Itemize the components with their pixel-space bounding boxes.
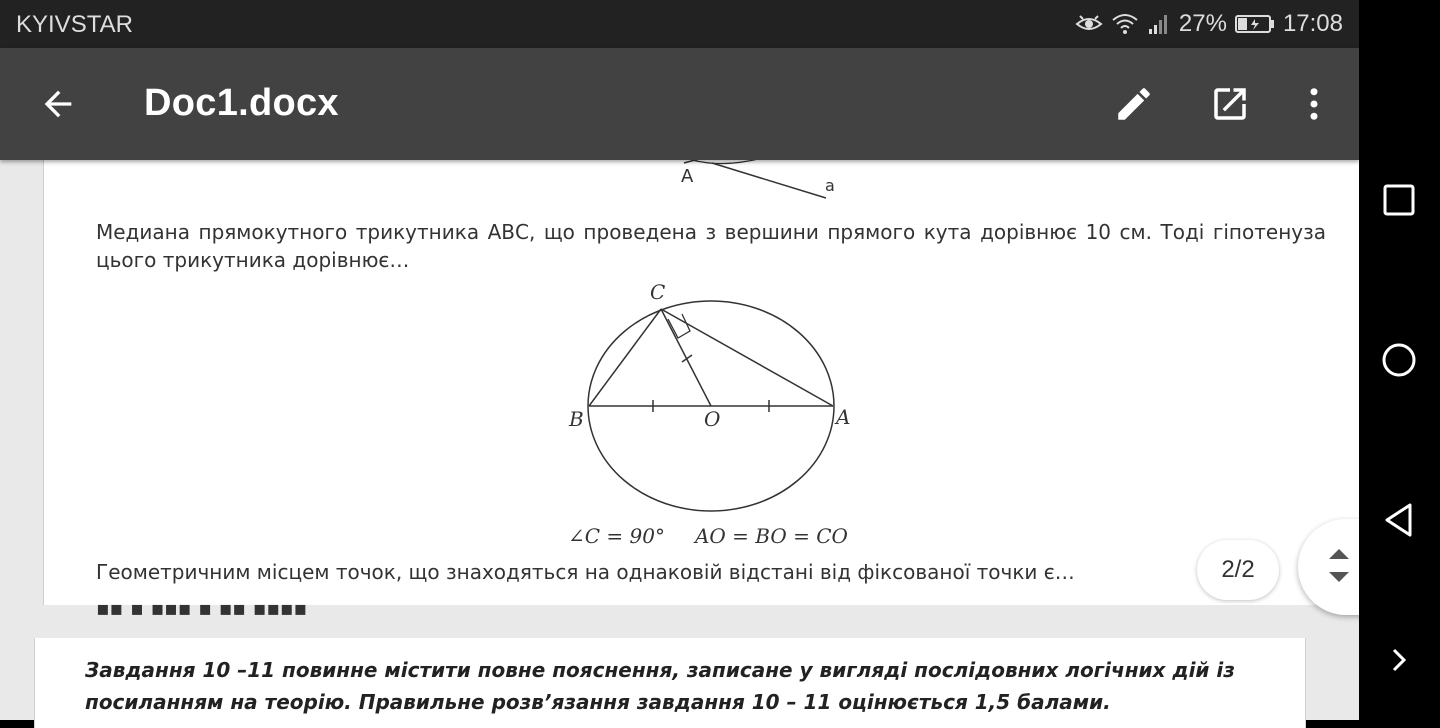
label-b: B [569,407,584,431]
circle-triangle-figure [44,140,1360,540]
more-vert-icon [1293,83,1335,125]
right-angle-mark [668,314,690,338]
edit-pencil-icon [1113,83,1155,125]
label-c: C [650,280,666,304]
top-figure-label-line: a [825,176,835,195]
label-a: A [836,405,851,429]
signal-icon [1147,13,1171,35]
top-figure-label-a: A [681,166,694,187]
recents-square-icon [1382,183,1416,217]
wifi-icon [1111,12,1139,36]
carrier-name: KYIVSTAR [16,11,133,38]
task-note: Завдання 10 –11 повинне містити повне пояснення, записане у вигляді послідовних логічних дій із посиланням на теорію. Правильне розв’язання завдання 10 – 11 оцінюється 1,5 балами. [85,658,1235,714]
app-bar [0,48,1359,160]
back-nav-button[interactable] [1371,492,1427,548]
edit-button[interactable] [1106,76,1162,132]
clock: 17:08 [1282,10,1343,37]
figure-equations [568,524,878,548]
label-o: O [704,407,721,431]
paragraph-locus: Геометричним місцем точок, що знаходяться на однаковій відстані від фіксованої точки є… [96,560,1075,584]
document-page-2[interactable] [34,638,1306,728]
more-options-button[interactable] [1286,76,1342,132]
back-button[interactable] [30,76,86,132]
equation-sides: AO = BO = CO [694,524,848,548]
open-external-icon [1209,83,1251,125]
open-external-button[interactable] [1202,76,1258,132]
status-bar [0,0,1359,48]
navigation-bar [1359,0,1440,720]
side-bc [589,309,661,406]
expand-nav-button[interactable] [1371,632,1427,688]
cut-off-text-line: ▪▪ ▪ ▪▪▪ ▪ ▪▪ ▪▪▪▪ [96,596,308,620]
back-arrow-icon [38,84,78,124]
expand-chevron-icon [1384,645,1414,675]
battery-icon [1235,14,1275,34]
document-page[interactable] [43,140,1360,620]
back-triangle-icon [1382,502,1416,538]
home-circle-icon [1381,342,1417,378]
battery-percent: 27% [1178,10,1227,37]
document-title: Doc1.docx [144,82,339,124]
page-indicator: 2/2 [1197,540,1279,600]
equation-angle: ∠C = 90° [568,524,665,548]
home-button[interactable] [1371,332,1427,388]
recents-button[interactable] [1371,172,1427,228]
eye-icon [1075,13,1103,35]
paragraph-median: Медиана прямокутного трикутника АВС, що проведена з вершини прямого кута дорівнює 10 см. Тоді гіпотенуза цього трикутника дорівнює… [96,220,1326,272]
